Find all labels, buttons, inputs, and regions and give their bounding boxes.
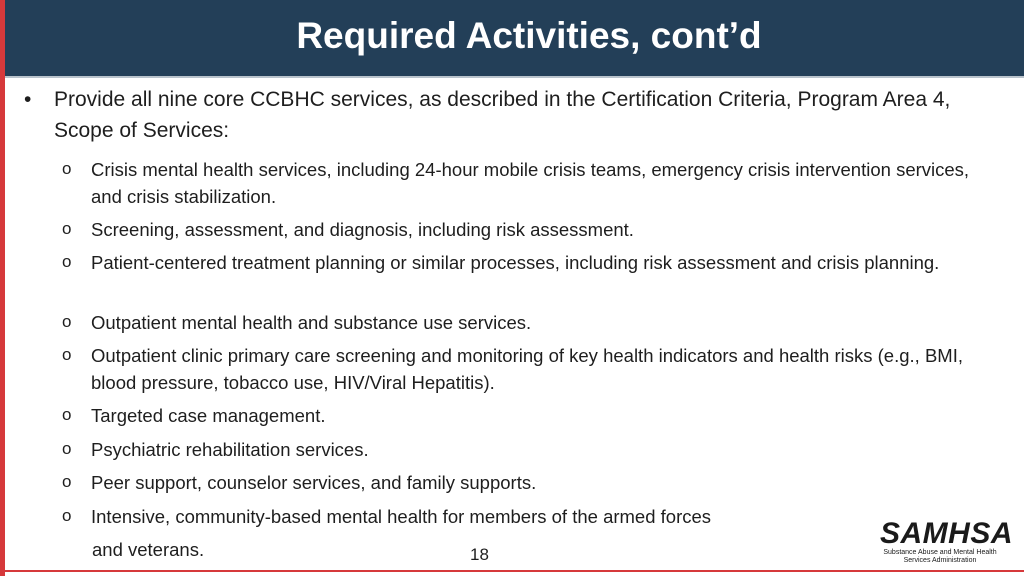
circle-bullet-icon: o xyxy=(62,506,72,525)
service-item-text: Outpatient clinic primary care screening and monitoring of key health indicators and health risks (e.g., BMI, blood pressure, tobacco use, HIV/Viral Hepatitis). xyxy=(91,345,963,393)
circle-bullet-icon: o xyxy=(62,439,72,458)
service-item-outpatient xyxy=(62,309,992,336)
bottom-accent-line xyxy=(0,570,1024,572)
circle-bullet-icon: o xyxy=(62,472,72,491)
page-number: 18 xyxy=(470,545,489,564)
left-accent-bar xyxy=(0,0,5,576)
service-item-text: Outpatient mental health and substance use services. xyxy=(91,312,532,333)
lead-bullet-text: Provide all nine core CCBHC services, as described in the Certification Criteria, Program Area 4, Scope of Services: xyxy=(54,88,951,142)
circle-bullet-icon: o xyxy=(62,345,72,364)
circle-bullet-icon: o xyxy=(62,312,72,331)
service-item-text: Intensive, community-based mental health for members of the armed forces xyxy=(91,506,712,527)
service-item-treatment-planning xyxy=(62,249,992,276)
slide-title: Required Activities, cont’d xyxy=(296,15,762,56)
service-item-crisis xyxy=(62,156,992,210)
logo-wordmark: SAMHSA xyxy=(880,517,1014,550)
service-item-text: Psychiatric rehabilitation services. xyxy=(91,439,369,460)
bullet-dot-icon: • xyxy=(24,88,32,111)
samhsa-logo xyxy=(880,517,1014,570)
service-item-peer-support xyxy=(62,469,992,496)
service-item-armed-forces xyxy=(62,503,992,530)
service-item-text: Targeted case management. xyxy=(91,405,326,426)
service-item-text: Patient-centered treatment planning or similar processes, including risk assessment and crisis planning. xyxy=(91,252,940,273)
circle-bullet-icon: o xyxy=(62,159,72,178)
service-item-psych-rehab xyxy=(62,436,992,463)
service-item-text: Peer support, counselor services, and family supports. xyxy=(91,472,537,493)
service-item-continuation: and veterans. xyxy=(92,539,205,560)
circle-bullet-icon: o xyxy=(62,219,72,238)
lead-bullet-item xyxy=(24,84,984,146)
circle-bullet-icon: o xyxy=(62,252,72,271)
service-item-screening xyxy=(62,216,992,243)
logo-subtitle-line1: Substance Abuse and Mental Health xyxy=(883,549,997,556)
service-item-text: Screening, assessment, and diagnosis, including risk assessment. xyxy=(91,219,634,240)
title-banner xyxy=(5,0,1024,76)
logo-subtitle-line2: Services Administration xyxy=(903,557,977,564)
service-item-primary-care xyxy=(62,342,992,396)
service-item-text: Crisis mental health services, including 24-hour mobile crisis teams, emergency crisis intervention services, and crisis stabilization. xyxy=(91,159,970,207)
service-item-case-management xyxy=(62,402,992,429)
header-divider xyxy=(5,76,1024,78)
circle-bullet-icon: o xyxy=(62,405,72,424)
